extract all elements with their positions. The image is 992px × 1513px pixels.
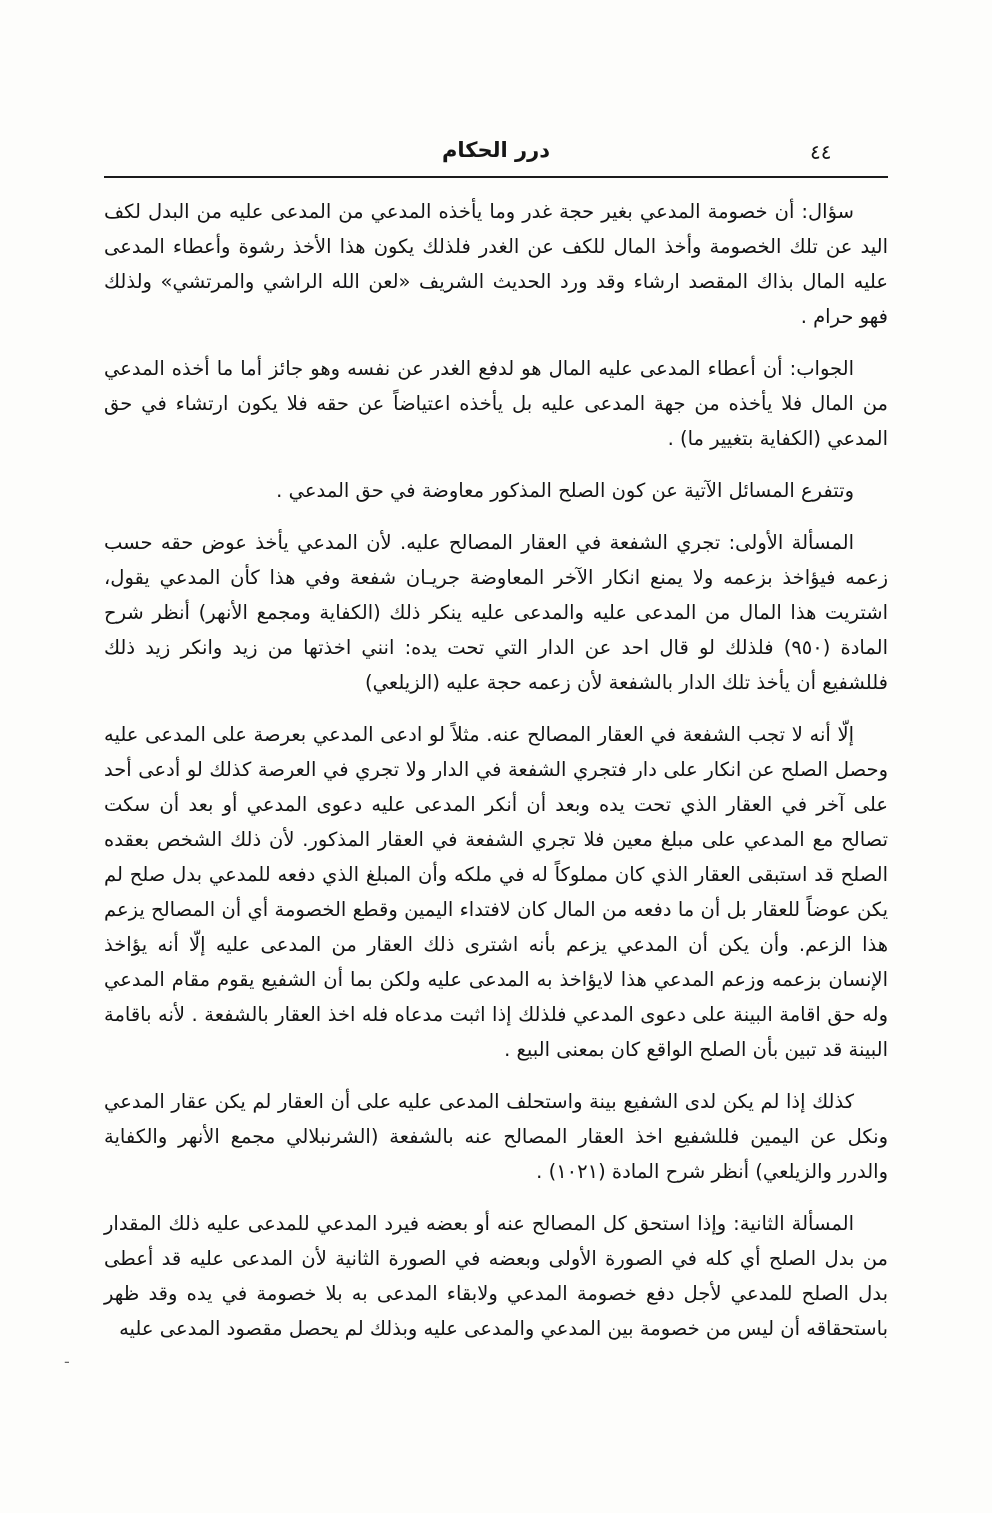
second-issue-paragraph: المسألة الثانية: وإذا استحق كل المصالح عنه أو بعضه فيرد المدعي للمدعى عليه ذلك المقدار من بدل الصلح أي كله في الصورة الأولى وبعضه في الصورة الثانية لأن المدعى عليه قد أعطى بدل الصلح للمدعي لأجل دفع خصومة المدعي ولابقاء المدعى به بلا خصومة في يده وقد ظهر باستحقاقه أن ليس من خصومة بين المدعي والمدعى عليه وبذلك لم يحصل مقصود المدعى عليه [104, 1212, 888, 1340]
page-text [104, 194, 888, 1363]
header-divider [104, 176, 888, 178]
branching-note-paragraph: وتتفرع المسائل الآتية عن كون الصلح المذكور معاوضة في حق المدعي . [276, 479, 854, 502]
book-title: درر الحكام [442, 138, 550, 162]
oath-refusal-paragraph: كذلك إذا لم يكن لدى الشفيع بينة واستحلف المدعى عليه على أن العقار لم يكن عقار المدعي ونكل عن اليمين فللشفيع اخذ العقار المصالح عنه بالشفعة (الشرنبلالي مجمع الأنهر والكفاية والدرر والزيلعي) أنظر شرح المادة (١٠٢١) . [104, 1090, 888, 1183]
question-paragraph: سؤال: أن خصومة المدعي بغير حجة غدر وما يأخذه المدعي من المدعى عليه من البدل لكف اليد عن تلك الخصومة وأخذ المال للكف عن الغدر فلذلك يكون هذا الأخذ رشوة وأعطاء المدعى عليه المال بذاك المقصد ارشاء وقد ورد الحديث الشريف «لعن الله الراشي والمرتشي» ولذلك فهو حرام . [104, 200, 888, 328]
first-issue-paragraph: المسألة الأولى: تجري الشفعة في العقار المصالح عليه. لأن المدعي يأخذ عوض حقه حسب زعمه فيؤاخذ بزعمه ولا يمنع انكار الآخر المعاوضة جريـان شفعة وفي هذا كأن المدعي يقول، اشتريت هذا المال من المدعى عليه والمدعى عليه ينكر ذلك (الكفاية ومجمع الأنهر) أنظر شرح المادة (٩٥٠) فلذلك لو قال احد عن الدار التي تحت يده: انني اخذتها من زيد وانكر زيد ذلك فللشفيع أن يأخذ تلك الدار بالشفعة لأن زعمه حجة عليه (الزيلعي) [104, 531, 889, 694]
page-number: ٤٤ [810, 140, 832, 164]
answer-paragraph: الجواب: أن أعطاء المدعى عليه المال هو لدفع الغدر عن نفسه وهو جائز أما ما أخذه المدعي من المال فلا يأخذه من جهة المدعى عليه بل يأخذه اعتياضاً عن حقه فلا يكون ارتشاء في حق المدعي (الكفاية بتغيير ما) . [104, 357, 888, 450]
first-issue-exception-paragraph: إلّا أنه لا تجب الشفعة في العقار المصالح عنه. مثلاً لو ادعى المدعي بعرصة على المدعى عليه وحصل الصلح عن انكار على دار فتجري الشفعة في الدار ولا تجري في العرصة كذلك لو أدعى أحد على آخر في العقار الذي تحت يده وبعد أن أنكر المدعى عليه دعوى المدعي أو بعد أن سكت تصالح مع المدعي على مبلغ معين فلا تجري الشفعة في العقار المذكور. لأن ذلك الشخص بعقده الصلح قد استبقى العقار الذي كان مملوكاً له في ملكه وأن المبلغ الذي دفعه للمدعي بدل صلح لم يكن عوضاً للعقار بل أن ما دفعه من المال كان لافتداء اليمين وقطع الخصومة أي أن المصالح يزعم هذا الزعم. وأن يكن أن المدعي يزعم بأنه اشترى ذلك العقار من المدعى عليه إلّا أنه يؤاخذ الإنسان بزعمه وزعم المدعي هذا لايؤاخذ به المدعى عليه ولكن بما أن الشفيع يقوم مقام المدعي وله حق اقامة البينة على دعوى المدعي فلذلك إذا اثبت مدعاه فله اخذ العقار بالشفعة . لأنه باقامة البينة قد تبين بأن الصلح الواقع كان بمعنى البيع . [104, 723, 888, 1061]
margin-mark: - [64, 1352, 70, 1371]
